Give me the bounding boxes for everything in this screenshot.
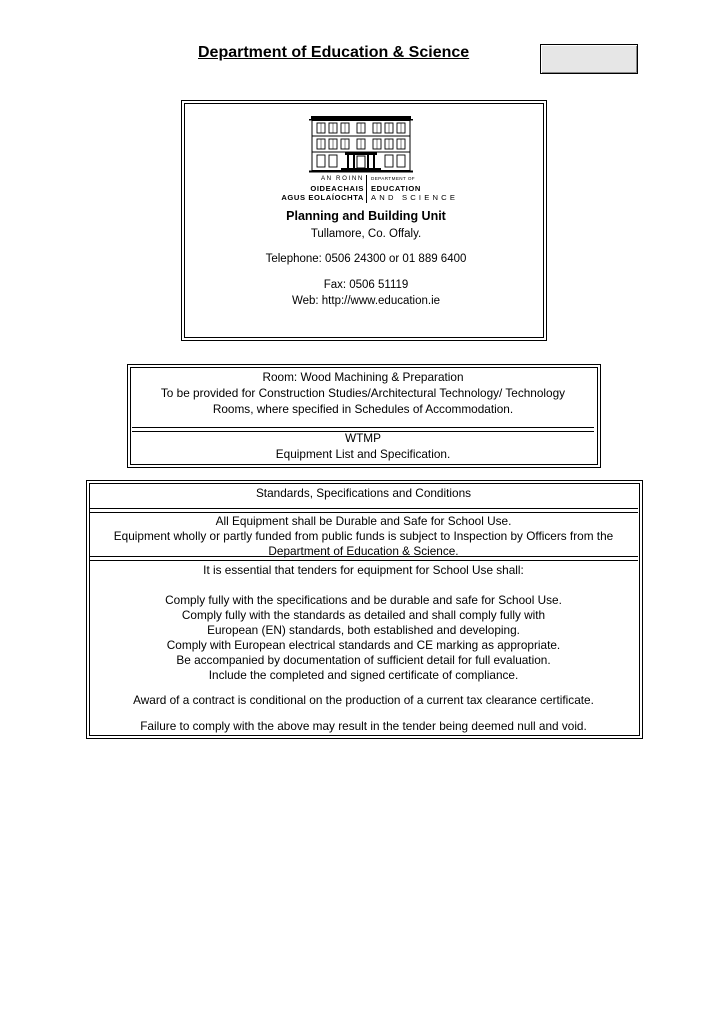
requirement-item: Comply with European electrical standards and CE marking as appropriate. bbox=[166, 638, 561, 652]
standards-divider-1 bbox=[89, 508, 638, 513]
logo-irish-line2: AGUS EOLAÍOCHTA bbox=[281, 193, 364, 202]
unit-telephone: Telephone: 0506 24300 or 01 889 6400 bbox=[265, 253, 467, 265]
unit-address: Tullamore, Co. Offaly. bbox=[310, 228, 422, 240]
room-code: WTMP bbox=[344, 431, 382, 445]
unit-web: Web: http://www.education.ie bbox=[291, 295, 441, 307]
requirement-item: Comply fully with the standards as detailed and shall comply fully with bbox=[181, 608, 546, 622]
department-building-logo bbox=[309, 112, 413, 174]
tender-intro: It is essential that tenders for equipment for School Use shall: bbox=[203, 563, 524, 577]
logo-divider bbox=[366, 175, 367, 203]
equipment-list-title: Equipment List and Specification. bbox=[275, 447, 451, 461]
durable-statement: All Equipment shall be Durable and Safe for School Use. bbox=[215, 514, 512, 528]
standards-heading: Standards, Specifications and Conditions bbox=[255, 486, 472, 500]
inspection-statement-line2: Department of Education & Science. bbox=[268, 544, 459, 558]
logo-english-line2: AND SCIENCE bbox=[371, 193, 459, 202]
requirement-item: Comply fully with the specifications and be durable and safe for School Use. bbox=[165, 593, 562, 607]
room-provision-line2: Rooms, where specified in Schedules of Accommodation. bbox=[212, 402, 514, 416]
logo-irish-small: AN ROINN bbox=[320, 175, 364, 182]
room-provision-line1: To be provided for Construction Studies/Architectural Technology/ Technology bbox=[160, 386, 566, 400]
unit-fax: Fax: 0506 51119 bbox=[323, 279, 409, 291]
reference-code-box bbox=[540, 44, 638, 74]
room-name: Room: Wood Machining & Preparation bbox=[262, 370, 464, 384]
logo-english-small: DEPARTMENT OF bbox=[371, 176, 415, 181]
inspection-statement-line1: Equipment wholly or partly funded from public funds is subject to Inspection by Officers from the bbox=[113, 529, 614, 543]
requirement-item: Include the completed and signed certificate of compliance. bbox=[208, 668, 519, 682]
page-title: Department of Education & Science bbox=[198, 44, 470, 61]
requirement-item: European (EN) standards, both established and developing. bbox=[207, 623, 520, 637]
failure-warning: Failure to comply with the above may result in the tender being deemed null and void. bbox=[140, 719, 587, 733]
requirement-item: Be accompanied by documentation of sufficient detail for full evaluation. bbox=[176, 653, 551, 667]
logo-english-line1: EDUCATION bbox=[371, 184, 421, 193]
logo-irish-line1: OIDEACHAIS bbox=[310, 184, 364, 193]
award-condition: Award of a contract is conditional on the production of a current tax clearance certificate. bbox=[133, 693, 594, 707]
unit-title: Planning and Building Unit bbox=[286, 209, 446, 223]
